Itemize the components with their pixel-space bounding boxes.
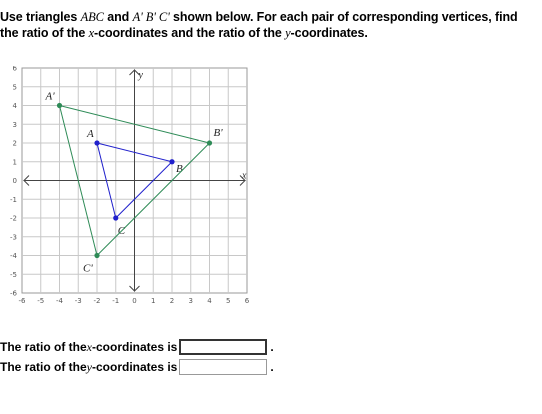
vertex-label: A xyxy=(87,128,94,140)
y-tick-label: 0 xyxy=(12,177,17,185)
y-ratio-label: The ratio of the xyxy=(0,360,87,374)
y-tick-label: -1 xyxy=(10,195,17,204)
y-ratio-input[interactable] xyxy=(179,359,267,375)
prompt-text: Use triangles xyxy=(0,10,81,24)
prompt-text: -coordinates and the ratio of the xyxy=(94,26,286,40)
y-tick-label: -3 xyxy=(10,233,17,242)
x-ratio-input[interactable] xyxy=(179,339,267,355)
vertex-point xyxy=(57,103,62,108)
vertex-label: C xyxy=(117,225,126,237)
prompt-text: shown below. For each pair of corresponding vertices, find the ratio of the xyxy=(0,10,518,40)
x-tick-label: 0 xyxy=(132,297,137,305)
vertex-label: B' xyxy=(213,127,223,139)
x-tick-label: -5 xyxy=(37,297,45,305)
x-tick-label: 2 xyxy=(169,297,175,305)
y-tick-label: 5 xyxy=(12,83,17,92)
y-variable: y xyxy=(285,26,291,40)
y-tick-label: 1 xyxy=(12,158,17,167)
triangle-abc-prime-name: A' B' C' xyxy=(132,10,170,24)
coordinate-graph xyxy=(0,66,250,312)
prompt-text: and xyxy=(103,10,133,24)
x-ratio-row xyxy=(0,339,274,355)
y-tick-label: -2 xyxy=(10,214,17,223)
x-axis-label: x xyxy=(242,170,247,182)
vertex-point xyxy=(94,140,99,145)
x-variable: x xyxy=(88,26,95,40)
x-tick-label: 6 xyxy=(244,297,250,305)
x-ratio-label: The ratio of the xyxy=(0,340,87,354)
vertex-label: B xyxy=(176,162,183,175)
x-tick-label: 5 xyxy=(226,297,231,305)
y-variable: y xyxy=(86,360,92,374)
prompt-text: -coordinates. xyxy=(290,26,368,40)
x-tick-label: -4 xyxy=(56,297,63,305)
period: . xyxy=(270,340,274,354)
vertex-label: A' xyxy=(45,90,55,103)
x-ratio-label: -coordinates is xyxy=(92,340,178,354)
y-tick-label: 6 xyxy=(12,66,17,73)
y-ratio-row xyxy=(0,359,274,375)
vertex-point xyxy=(169,159,174,164)
triangle-abc-name: ABC xyxy=(80,10,104,24)
x-tick-label: 4 xyxy=(207,297,212,305)
y-tick-label: 2 xyxy=(12,139,17,148)
y-ratio-label: -coordinates is xyxy=(92,360,178,374)
x-tick-label: 1 xyxy=(151,297,156,305)
y-tick-label: 3 xyxy=(12,120,17,129)
question-prompt xyxy=(0,9,536,41)
y-tick-label: -6 xyxy=(10,289,17,298)
vertex-point xyxy=(113,215,118,220)
x-tick-label: 3 xyxy=(188,297,193,305)
vertex-point xyxy=(94,253,99,258)
period: . xyxy=(270,360,274,374)
y-tick-label: -4 xyxy=(10,252,17,260)
y-tick-label: -5 xyxy=(10,270,17,279)
x-tick-label: -2 xyxy=(93,297,101,305)
y-axis-label: y xyxy=(138,70,143,81)
vertex-label: C' xyxy=(83,262,93,275)
x-variable: x xyxy=(86,340,92,354)
x-tick-label: -3 xyxy=(74,297,82,305)
x-tick-label: -6 xyxy=(18,297,26,305)
vertex-point xyxy=(207,140,212,145)
y-tick-label: 4 xyxy=(12,102,17,110)
x-tick-label: -1 xyxy=(112,297,120,305)
